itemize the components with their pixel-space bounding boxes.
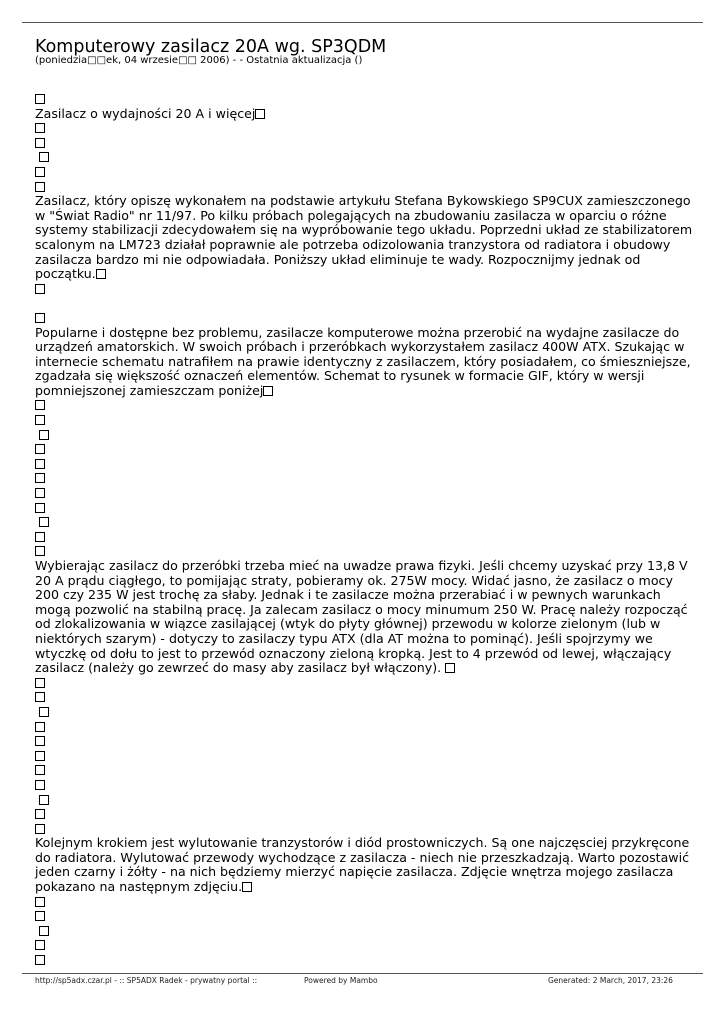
missing-glyph-line <box>35 938 700 953</box>
missing-glyph-icon <box>35 824 45 834</box>
missing-glyph-line <box>35 442 700 457</box>
missing-glyph-icon <box>35 940 45 950</box>
paragraph-computer-psu-text: Popularne i dostępne bez problemu, zasilacze komputerowe można przerobić na wydajne zasilacze do urządzeń amatorskich. W swoich próbach i przeróbkach wykorzystałem zasilacz 400W ATX. Szukając w internecie schematu natrafiłem na prawie identyczny z zasilaczem, który posiadałem, co śmieszniejsze, zgadzała się większość oznaczeń elementów. Schemat to rysunek w formacie GIF, który w wersji pomniejszonej zamieszczam poniżej <box>35 324 691 398</box>
footer-powered-by: Powered by Mambo <box>304 976 378 985</box>
footer-generated-date: Generated: 2 March, 2017, 23:26 <box>548 976 673 985</box>
missing-glyph-icon <box>35 897 45 907</box>
missing-glyph-line <box>35 734 700 749</box>
missing-glyph-line <box>35 121 700 136</box>
missing-glyph-line <box>35 428 700 443</box>
article-heading <box>35 107 700 122</box>
missing-glyph-line <box>35 530 700 545</box>
footer-site-url: http://sp5adx.czar.pl - :: SP5ADX Radek - prywatny portal :: <box>35 976 258 985</box>
paragraph-desoldering-text: Kolejnym krokiem jest wylutowanie tranzystorów i diód prostowniczych. Są one najczęsciej przykręcone do radiatora. Wylutować przewody wychodzące z zasilacza - niech nie przeszkadzają. Warto pozostawić jeden czarny i żółty - na nich będziemy mierzyć napięcie zasilacza. Zdjęcie wnętrza mojego zasilacza pokazano na następnym zdjęciu. <box>35 835 690 895</box>
missing-glyph-line <box>35 924 700 939</box>
missing-glyph-icon <box>35 488 45 498</box>
missing-glyph-line <box>35 136 700 151</box>
missing-glyph-line <box>35 778 700 793</box>
missing-glyph-line <box>35 501 700 516</box>
top-divider <box>22 22 703 23</box>
missing-glyph-line <box>35 311 700 326</box>
article-heading-text: Zasilacz o wydajności 20 A i więcej <box>35 105 256 121</box>
missing-glyph-icon <box>35 809 45 819</box>
missing-glyph-line <box>35 822 700 837</box>
paragraph-computer-psu <box>35 326 700 399</box>
missing-glyph-icon <box>255 109 265 119</box>
page-date-line: (poniedzia□□ek, 04 wrzesie□□ 2006) - - Ostatnia aktualizacja () <box>35 55 363 66</box>
missing-glyph-icon <box>35 138 45 148</box>
missing-glyph-line <box>35 720 700 735</box>
missing-glyph-line <box>35 282 700 297</box>
missing-glyph-line <box>35 92 700 107</box>
missing-glyph-icon <box>35 284 45 294</box>
blank-line <box>35 296 700 311</box>
missing-glyph-line <box>35 457 700 472</box>
missing-glyph-icon <box>242 882 252 892</box>
missing-glyph-line <box>35 909 700 924</box>
missing-glyph-icon <box>35 503 45 513</box>
missing-glyph-icon <box>35 415 45 425</box>
paragraph-desoldering <box>35 836 700 894</box>
page-title: Komputerowy zasilacz 20A wg. SP3QDM <box>35 37 387 57</box>
article-body <box>35 92 700 968</box>
missing-glyph-line <box>35 807 700 822</box>
missing-glyph-icon <box>35 532 45 542</box>
missing-glyph-line <box>35 515 700 530</box>
missing-glyph-line <box>35 705 700 720</box>
missing-glyph-icon <box>35 546 45 556</box>
missing-glyph-icon <box>39 430 49 440</box>
missing-glyph-line <box>35 953 700 968</box>
missing-glyph-icon <box>35 692 45 702</box>
paragraph-intro <box>35 194 700 282</box>
missing-glyph-icon <box>35 911 45 921</box>
missing-glyph-line <box>35 763 700 778</box>
missing-glyph-line <box>35 895 700 910</box>
missing-glyph-icon <box>35 736 45 746</box>
missing-glyph-line <box>35 544 700 559</box>
missing-glyph-icon <box>35 751 45 761</box>
missing-glyph-icon <box>35 400 45 410</box>
missing-glyph-icon <box>35 765 45 775</box>
paragraph-power-requirements <box>35 559 700 676</box>
missing-glyph-icon <box>263 386 273 396</box>
missing-glyph-line <box>35 165 700 180</box>
missing-glyph-line <box>35 486 700 501</box>
missing-glyph-icon <box>35 955 45 965</box>
missing-glyph-icon <box>35 123 45 133</box>
missing-glyph-line <box>35 180 700 195</box>
missing-glyph-icon <box>35 182 45 192</box>
missing-glyph-icon <box>35 313 45 323</box>
missing-glyph-icon <box>39 795 49 805</box>
missing-glyph-icon <box>39 152 49 162</box>
missing-glyph-line <box>35 749 700 764</box>
missing-glyph-icon <box>39 707 49 717</box>
missing-glyph-icon <box>39 926 49 936</box>
missing-glyph-icon <box>35 444 45 454</box>
missing-glyph-line <box>35 793 700 808</box>
paragraph-intro-text: Zasilacz, który opiszę wykonałem na podstawie artykułu Stefana Bykowskiego SP9CUX zamieszczonego w "Świat Radio" nr 11/97. Po kilku próbach polegających na zbudowaniu zasilacza w oparciu o różne systemy stabilizacji zdecydowałem się na wypróbowanie tego układu. Poprzedni układ ze stabilizatorem scalonym na LM723 działał poprawnie ale potrzeba odizolowania tranzystora od radiatora i obudowy zasilacza bardzo mi nie odpowiadała. Poniższy układ eliminuje te wady. Rozpocznijmy jednak od początku. <box>35 193 693 282</box>
missing-glyph-line <box>35 690 700 705</box>
missing-glyph-line <box>35 398 700 413</box>
missing-glyph-icon <box>35 459 45 469</box>
missing-glyph-icon <box>35 722 45 732</box>
missing-glyph-icon <box>39 517 49 527</box>
missing-glyph-icon <box>35 678 45 688</box>
bottom-divider <box>22 973 703 974</box>
missing-glyph-icon <box>35 780 45 790</box>
paragraph-power-requirements-text: Wybierając zasilacz do przeróbki trzeba mieć na uwadze prawa fizyki. Jeśli chcemy uzyskać przy 13,8 V 20 A prądu ciągłego, to pomijając straty, pobieramy ok. 275W mocy. Widać jasno, że zasilacz o mocy 200 czy 235 W jest trochę za słaby. Jednak i te zasilacze można przerabiać i w pewnych warunkach mogą pozwolić na stabilną pracę. Ja zalecam zasilacz o mocy minumum 250 W. Pracę należy rozpocząć od zlokalizowania w wiązce zasilającej (wtyk do płyty głównej) przewodu w kolorze zielonym (lub w niektórych szarym) - dotyczy to zasilaczy typu ATX (dla AT można to pominąć). Jeśli spojrzymy we wtyczkę od dołu to jest to przewód oznaczony zieloną kropką. Jest to 4 przewód od lewej, włączający zasilacz (należy go zewrzeć do masy aby zasilacz był włączony). <box>35 558 688 676</box>
missing-glyph-line <box>35 413 700 428</box>
missing-glyph-icon <box>445 663 455 673</box>
missing-glyph-icon <box>35 167 45 177</box>
missing-glyph-line <box>35 471 700 486</box>
missing-glyph-line <box>35 150 700 165</box>
missing-glyph-line <box>35 676 700 691</box>
missing-glyph-icon <box>35 94 45 104</box>
missing-glyph-icon <box>35 473 45 483</box>
missing-glyph-icon <box>96 269 106 279</box>
